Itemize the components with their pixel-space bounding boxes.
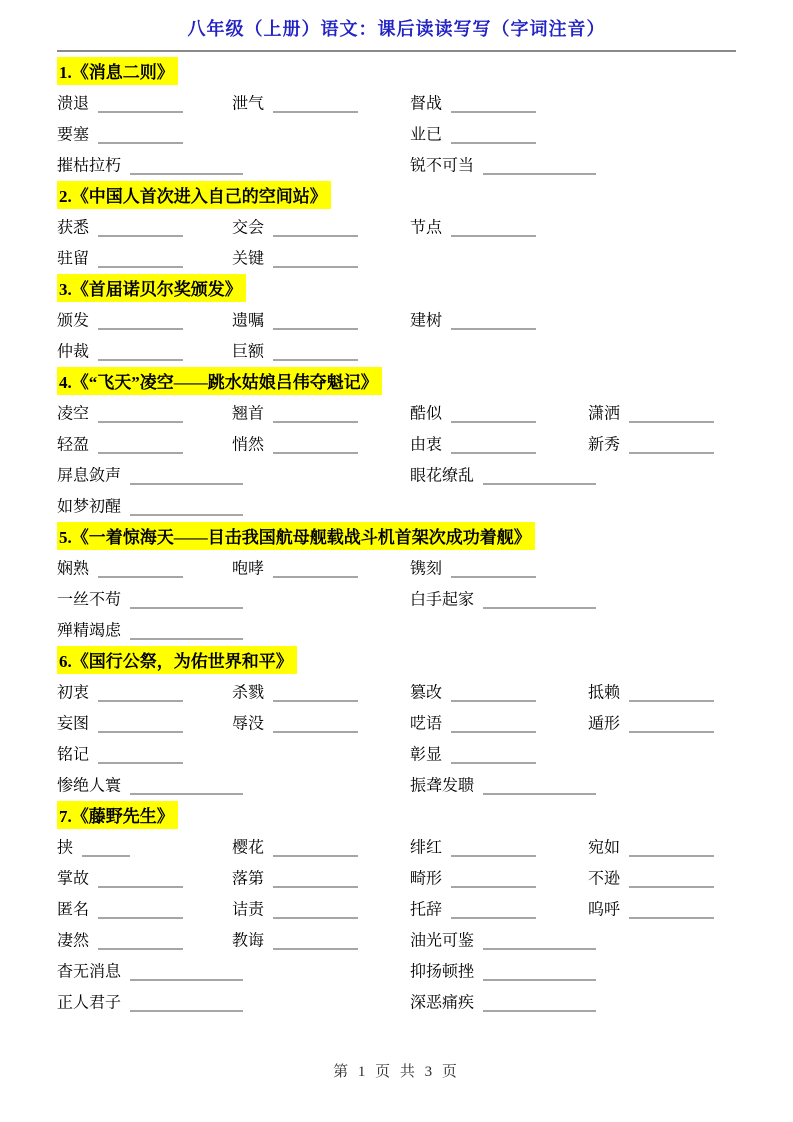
vocab-entry bbox=[232, 679, 358, 702]
vocab-word: 遁形 bbox=[588, 715, 621, 732]
pinyin-blank bbox=[98, 719, 183, 732]
pinyin-blank bbox=[451, 688, 536, 701]
vocab-row bbox=[57, 551, 736, 582]
pinyin-blank bbox=[483, 998, 596, 1011]
vocab-word: 仲裁 bbox=[57, 343, 90, 360]
vocab-entry bbox=[588, 400, 714, 423]
vocab-entry bbox=[232, 90, 358, 113]
vocab-entry bbox=[57, 710, 183, 733]
vocab-word: 娴熟 bbox=[57, 560, 90, 577]
pinyin-blank bbox=[273, 440, 358, 453]
pinyin-blank bbox=[273, 564, 358, 577]
pinyin-blank bbox=[98, 750, 183, 763]
vocab-entry bbox=[57, 338, 183, 361]
vocab-entry bbox=[410, 865, 536, 888]
vocab-word: 篡改 bbox=[410, 684, 443, 701]
vocab-entry bbox=[410, 927, 596, 950]
vocab-word: 悄然 bbox=[232, 436, 265, 453]
vocab-entry bbox=[57, 679, 183, 702]
vocab-word: 正人君子 bbox=[57, 994, 122, 1011]
vocab-entry bbox=[410, 462, 596, 485]
pinyin-blank bbox=[98, 254, 183, 267]
vocab-entry bbox=[232, 338, 358, 361]
vocab-entry bbox=[410, 958, 596, 981]
vocab-entry bbox=[232, 555, 358, 578]
section-heading: 5.《一着惊海天——目击我国航母舰载战斗机首架次成功着舰》 bbox=[57, 522, 535, 550]
vocab-word: 挟 bbox=[57, 839, 74, 856]
vocab-word: 屏息敛声 bbox=[57, 467, 122, 484]
pinyin-blank bbox=[451, 719, 536, 732]
vocab-word: 宛如 bbox=[588, 839, 621, 856]
vocab-entry bbox=[588, 679, 714, 702]
pinyin-blank bbox=[98, 440, 183, 453]
pinyin-blank bbox=[451, 99, 536, 112]
vocab-entry bbox=[57, 927, 183, 950]
section-heading: 2.《中国人首次进入自己的空间站》 bbox=[57, 181, 331, 209]
section-heading-row bbox=[57, 55, 736, 86]
vocab-word: 落第 bbox=[232, 870, 265, 887]
pinyin-blank bbox=[130, 161, 243, 174]
vocab-word: 彰显 bbox=[410, 746, 443, 763]
vocab-entry bbox=[57, 121, 183, 144]
pinyin-blank bbox=[273, 409, 358, 422]
pinyin-blank bbox=[130, 595, 243, 608]
vocab-word: 深恶痛疾 bbox=[410, 994, 475, 1011]
pinyin-blank bbox=[483, 781, 596, 794]
vocab-row bbox=[57, 458, 736, 489]
vocab-entry bbox=[57, 865, 183, 888]
vocab-entry bbox=[232, 710, 358, 733]
vocab-row bbox=[57, 737, 736, 768]
vocab-word: 油光可鉴 bbox=[410, 932, 475, 949]
vocab-word: 锐不可当 bbox=[410, 157, 475, 174]
vocab-word: 颁发 bbox=[57, 312, 90, 329]
vocab-entry bbox=[410, 710, 536, 733]
vocab-word: 关键 bbox=[232, 250, 265, 267]
vocab-word: 业已 bbox=[410, 126, 443, 143]
pinyin-blank bbox=[451, 905, 536, 918]
section-heading-row bbox=[57, 799, 736, 830]
vocab-entry bbox=[588, 834, 714, 857]
vocab-word: 镌刻 bbox=[410, 560, 443, 577]
vocab-entry bbox=[410, 586, 596, 609]
vocab-word: 凌空 bbox=[57, 405, 90, 422]
vocab-word: 振聋发聩 bbox=[410, 777, 475, 794]
pinyin-blank bbox=[451, 874, 536, 887]
vocab-word: 潇洒 bbox=[588, 405, 621, 422]
vocab-word: 获悉 bbox=[57, 219, 90, 236]
pinyin-blank bbox=[483, 161, 596, 174]
section-heading: 4.《“飞天”凌空——跳水姑娘吕伟夺魁记》 bbox=[57, 367, 382, 395]
pinyin-blank bbox=[451, 409, 536, 422]
title-divider bbox=[57, 50, 736, 52]
vocab-word: 呓语 bbox=[410, 715, 443, 732]
vocab-row bbox=[57, 582, 736, 613]
vocab-word: 殚精竭虑 bbox=[57, 622, 122, 639]
vocab-word: 惨绝人寰 bbox=[57, 777, 122, 794]
vocab-entry bbox=[232, 896, 358, 919]
vocab-row bbox=[57, 706, 736, 737]
pinyin-blank bbox=[273, 936, 358, 949]
vocab-entry bbox=[588, 431, 714, 454]
vocab-word: 抵赖 bbox=[588, 684, 621, 701]
pinyin-blank bbox=[451, 440, 536, 453]
vocab-row bbox=[57, 86, 736, 117]
pinyin-blank bbox=[273, 99, 358, 112]
vocab-word: 掌故 bbox=[57, 870, 90, 887]
vocab-word: 诘责 bbox=[232, 901, 265, 918]
vocab-entry bbox=[410, 989, 596, 1012]
pinyin-blank bbox=[629, 905, 714, 918]
vocab-entry bbox=[410, 90, 536, 113]
vocab-entry bbox=[410, 679, 536, 702]
vocab-row bbox=[57, 768, 736, 799]
pinyin-blank bbox=[483, 595, 596, 608]
vocab-entry bbox=[232, 400, 358, 423]
vocab-word: 泄气 bbox=[232, 95, 265, 112]
vocab-word: 驻留 bbox=[57, 250, 90, 267]
vocab-entry bbox=[588, 896, 714, 919]
vocab-entry bbox=[588, 710, 714, 733]
vocab-entry bbox=[57, 989, 243, 1012]
vocab-entry bbox=[232, 307, 358, 330]
vocab-word: 翘首 bbox=[232, 405, 265, 422]
pinyin-blank bbox=[629, 719, 714, 732]
vocab-word: 呜呼 bbox=[588, 901, 621, 918]
vocab-entry bbox=[410, 214, 536, 237]
vocab-row bbox=[57, 303, 736, 334]
page-number-indicator: 第 1 页 共 3 页 bbox=[333, 1064, 460, 1080]
pinyin-blank bbox=[98, 564, 183, 577]
section-heading-row bbox=[57, 179, 736, 210]
pinyin-blank bbox=[98, 936, 183, 949]
vocab-entry bbox=[57, 493, 243, 516]
vocab-entry bbox=[410, 307, 536, 330]
vocab-word: 杀戮 bbox=[232, 684, 265, 701]
vocab-row bbox=[57, 427, 736, 458]
vocab-row bbox=[57, 985, 736, 1016]
pinyin-blank bbox=[273, 347, 358, 360]
vocab-word: 铭记 bbox=[57, 746, 90, 763]
vocab-entry bbox=[57, 307, 183, 330]
vocab-row bbox=[57, 210, 736, 241]
vocab-entry bbox=[410, 152, 596, 175]
vocab-word: 轻盈 bbox=[57, 436, 90, 453]
vocab-word: 畸形 bbox=[410, 870, 443, 887]
vocab-row bbox=[57, 117, 736, 148]
pinyin-blank bbox=[629, 874, 714, 887]
vocab-entry bbox=[57, 90, 183, 113]
pinyin-blank bbox=[273, 688, 358, 701]
vocab-word: 咆哮 bbox=[232, 560, 265, 577]
vocab-entry bbox=[57, 152, 243, 175]
pinyin-blank bbox=[273, 316, 358, 329]
pinyin-blank bbox=[98, 347, 183, 360]
vocab-word: 白手起家 bbox=[410, 591, 475, 608]
vocab-entry bbox=[410, 121, 536, 144]
pinyin-blank bbox=[130, 471, 243, 484]
vocab-row bbox=[57, 830, 736, 861]
vocab-entry bbox=[57, 431, 183, 454]
pinyin-blank bbox=[483, 967, 596, 980]
section-heading: 6.《国行公祭，为佑世界和平》 bbox=[57, 646, 297, 674]
vocab-entry bbox=[588, 865, 714, 888]
pinyin-blank bbox=[273, 874, 358, 887]
vocab-word: 一丝不苟 bbox=[57, 591, 122, 608]
vocab-word: 要塞 bbox=[57, 126, 90, 143]
pinyin-blank bbox=[98, 688, 183, 701]
pinyin-blank bbox=[273, 254, 358, 267]
vocab-word: 巨额 bbox=[232, 343, 265, 360]
vocab-word: 抑扬顿挫 bbox=[410, 963, 475, 980]
pinyin-blank bbox=[130, 998, 243, 1011]
vocab-word: 樱花 bbox=[232, 839, 265, 856]
vocab-word: 督战 bbox=[410, 95, 443, 112]
pinyin-blank bbox=[130, 502, 243, 515]
section-heading: 1.《消息二则》 bbox=[57, 57, 178, 85]
pinyin-blank bbox=[98, 99, 183, 112]
vocab-row bbox=[57, 241, 736, 272]
pinyin-blank bbox=[483, 936, 596, 949]
vocab-row bbox=[57, 954, 736, 985]
vocab-word: 托辞 bbox=[410, 901, 443, 918]
pinyin-blank bbox=[273, 905, 358, 918]
vocab-entry bbox=[232, 834, 358, 857]
section-heading-row bbox=[57, 272, 736, 303]
vocab-entry bbox=[57, 958, 243, 981]
pinyin-blank bbox=[629, 409, 714, 422]
vocab-entry bbox=[232, 214, 358, 237]
vocab-word: 新秀 bbox=[588, 436, 621, 453]
vocab-word: 绯红 bbox=[410, 839, 443, 856]
vocab-entry bbox=[57, 245, 183, 268]
vocab-word: 匿名 bbox=[57, 901, 90, 918]
vocab-entry bbox=[57, 555, 183, 578]
vocab-word: 杳无消息 bbox=[57, 963, 122, 980]
pinyin-blank bbox=[130, 967, 243, 980]
vocab-word: 眼花缭乱 bbox=[410, 467, 475, 484]
pinyin-blank bbox=[629, 688, 714, 701]
vocab-entry bbox=[410, 896, 536, 919]
vocab-row bbox=[57, 334, 736, 365]
vocab-row bbox=[57, 923, 736, 954]
vocab-word: 凄然 bbox=[57, 932, 90, 949]
vocab-entry bbox=[410, 772, 596, 795]
vocab-word: 节点 bbox=[410, 219, 443, 236]
vocab-word: 建树 bbox=[410, 312, 443, 329]
vocab-word: 溃退 bbox=[57, 95, 90, 112]
vocab-word: 摧枯拉朽 bbox=[57, 157, 122, 174]
vocab-entry bbox=[57, 214, 183, 237]
vocab-entry bbox=[57, 617, 243, 640]
vocab-entry bbox=[57, 741, 183, 764]
vocab-row bbox=[57, 396, 736, 427]
pinyin-blank bbox=[130, 781, 243, 794]
vocab-word: 遗嘱 bbox=[232, 312, 265, 329]
vocab-entry bbox=[232, 245, 358, 268]
vocab-entry bbox=[232, 431, 358, 454]
pinyin-blank bbox=[98, 409, 183, 422]
pinyin-blank bbox=[629, 440, 714, 453]
vocab-entry bbox=[410, 431, 536, 454]
pinyin-blank bbox=[273, 223, 358, 236]
pinyin-blank bbox=[629, 843, 714, 856]
section-heading-row bbox=[57, 365, 736, 396]
pinyin-blank bbox=[98, 130, 183, 143]
vocab-entry bbox=[410, 741, 536, 764]
vocab-entry bbox=[232, 927, 358, 950]
vocab-word: 如梦初醒 bbox=[57, 498, 122, 515]
vocab-row bbox=[57, 613, 736, 644]
section-heading: 3.《首届诺贝尔奖颁发》 bbox=[57, 274, 246, 302]
vocab-word: 辱没 bbox=[232, 715, 265, 732]
pinyin-blank bbox=[130, 626, 243, 639]
page-title: 八年级（上册）语文：课后读读写写（字词注音） bbox=[187, 19, 606, 39]
section-heading-row bbox=[57, 644, 736, 675]
pinyin-blank bbox=[451, 843, 536, 856]
vocab-word: 由衷 bbox=[410, 436, 443, 453]
vocab-entry bbox=[410, 400, 536, 423]
pinyin-blank bbox=[82, 843, 130, 856]
vocab-entry bbox=[57, 772, 243, 795]
vocab-word: 初衷 bbox=[57, 684, 90, 701]
pinyin-blank bbox=[98, 874, 183, 887]
pinyin-blank bbox=[451, 750, 536, 763]
pinyin-blank bbox=[483, 471, 596, 484]
vocab-entry bbox=[410, 555, 536, 578]
vocab-word: 交会 bbox=[232, 219, 265, 236]
pinyin-blank bbox=[451, 564, 536, 577]
vocab-word: 妄图 bbox=[57, 715, 90, 732]
vocab-entry bbox=[232, 865, 358, 888]
pinyin-blank bbox=[98, 316, 183, 329]
vocab-row bbox=[57, 892, 736, 923]
pinyin-blank bbox=[98, 223, 183, 236]
vocab-entry bbox=[57, 834, 130, 857]
vocab-word: 不逊 bbox=[588, 870, 621, 887]
worksheet-body bbox=[57, 55, 736, 1016]
vocab-word: 教诲 bbox=[232, 932, 265, 949]
vocab-row bbox=[57, 489, 736, 520]
vocab-row bbox=[57, 675, 736, 706]
vocab-entry bbox=[410, 834, 536, 857]
pinyin-blank bbox=[451, 316, 536, 329]
vocab-entry bbox=[57, 586, 243, 609]
pinyin-blank bbox=[451, 223, 536, 236]
section-heading: 7.《藤野先生》 bbox=[57, 801, 178, 829]
pinyin-blank bbox=[273, 719, 358, 732]
section-heading-row bbox=[57, 520, 736, 551]
pinyin-blank bbox=[98, 905, 183, 918]
pinyin-blank bbox=[451, 130, 536, 143]
vocab-entry bbox=[57, 462, 243, 485]
vocab-entry bbox=[57, 400, 183, 423]
vocab-row bbox=[57, 148, 736, 179]
pinyin-blank bbox=[273, 843, 358, 856]
vocab-entry bbox=[57, 896, 183, 919]
vocab-word: 酷似 bbox=[410, 405, 443, 422]
vocab-row bbox=[57, 861, 736, 892]
